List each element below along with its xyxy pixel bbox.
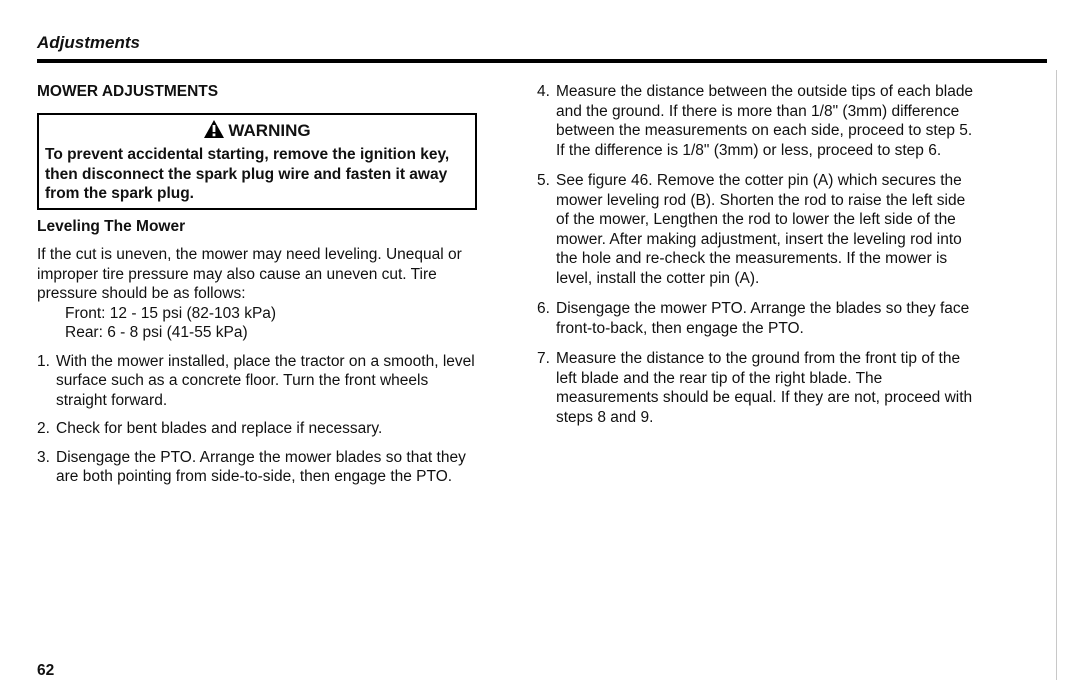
warning-triangle-icon bbox=[203, 119, 225, 144]
step-text: See figure 46. Remove the cotter pin (A) which secures the mower leveling rod (B). Shorten the rod to raise the left side of the mower, Lengthen the rod to lower the left side of the mower. After making adjustment, insert the leveling rod into the hole and re-check the measurements. If the mower is level, install the cotter pin (A). bbox=[556, 172, 966, 287]
step-text: Measure the distance to the ground from the front tip of the left blade and the rear tip of the right blade. The measurements should be equal. If they are not, proceed with steps 8 and 9. bbox=[556, 350, 973, 426]
pressure-front: Front: 12 - 15 psi (82-103 kPa) bbox=[65, 304, 277, 322]
step-number: 6. bbox=[537, 300, 550, 317]
step-text: Measure the distance between the outside tips of each blade and the ground. If there is more than 1/8" (3mm) difference between the measurements on each side, proceed to step 5. If the difference is 1/8" (3mm) or less, proceed to step 6. bbox=[556, 83, 974, 159]
mower-adjustments-heading: MOWER ADJUSTMENTS bbox=[37, 83, 219, 100]
step-item bbox=[537, 171, 982, 288]
step-text: Check for bent blades and replace if necessary. bbox=[56, 420, 383, 437]
warning-text: To prevent accidental starting, remove the ignition key, then disconnect the spark plug wire and fasten it away from the spark plug. bbox=[45, 146, 450, 202]
page-edge-line bbox=[1056, 70, 1057, 680]
intro-paragraph: If the cut is uneven, the mower may need leveling. Unequal or improper tire pressure may also cause an uneven cut. Tire pressure should be as follows: bbox=[37, 246, 462, 302]
warning-label: WARNING bbox=[228, 121, 311, 140]
step-item bbox=[537, 299, 982, 338]
step-item bbox=[537, 349, 982, 427]
step-number: 5. bbox=[537, 172, 550, 189]
step-number: 2. bbox=[37, 420, 50, 437]
header-rule bbox=[37, 59, 1047, 63]
step-number: 7. bbox=[537, 350, 550, 367]
step-text: With the mower installed, place the tractor on a smooth, level surface such as a concrete floor. Turn the front wheels straight forward. bbox=[56, 352, 475, 409]
step-item bbox=[537, 82, 982, 160]
step-item bbox=[37, 419, 477, 439]
step-number: 4. bbox=[537, 83, 550, 100]
step-item bbox=[37, 352, 477, 411]
step-text: Disengage the PTO. Arrange the mower blades so that they are both pointing from side-to-side, then engage the PTO. bbox=[56, 448, 466, 485]
right-column bbox=[537, 82, 982, 427]
step-number: 3. bbox=[37, 448, 50, 466]
pressure-rear: Rear: 6 - 8 psi (41-55 kPa) bbox=[65, 324, 248, 341]
step-item bbox=[37, 448, 477, 487]
page-number: 62 bbox=[37, 662, 55, 679]
step-number: 1. bbox=[37, 352, 50, 370]
warning-box bbox=[37, 113, 477, 210]
leveling-subheading: Leveling The Mower bbox=[37, 217, 186, 235]
section-title: Adjustments bbox=[37, 33, 140, 52]
left-column bbox=[37, 82, 477, 487]
step-text: Disengage the mower PTO. Arrange the blades so they face front-to-back, then engage the PTO. bbox=[556, 300, 970, 337]
warning-header bbox=[45, 119, 469, 144]
